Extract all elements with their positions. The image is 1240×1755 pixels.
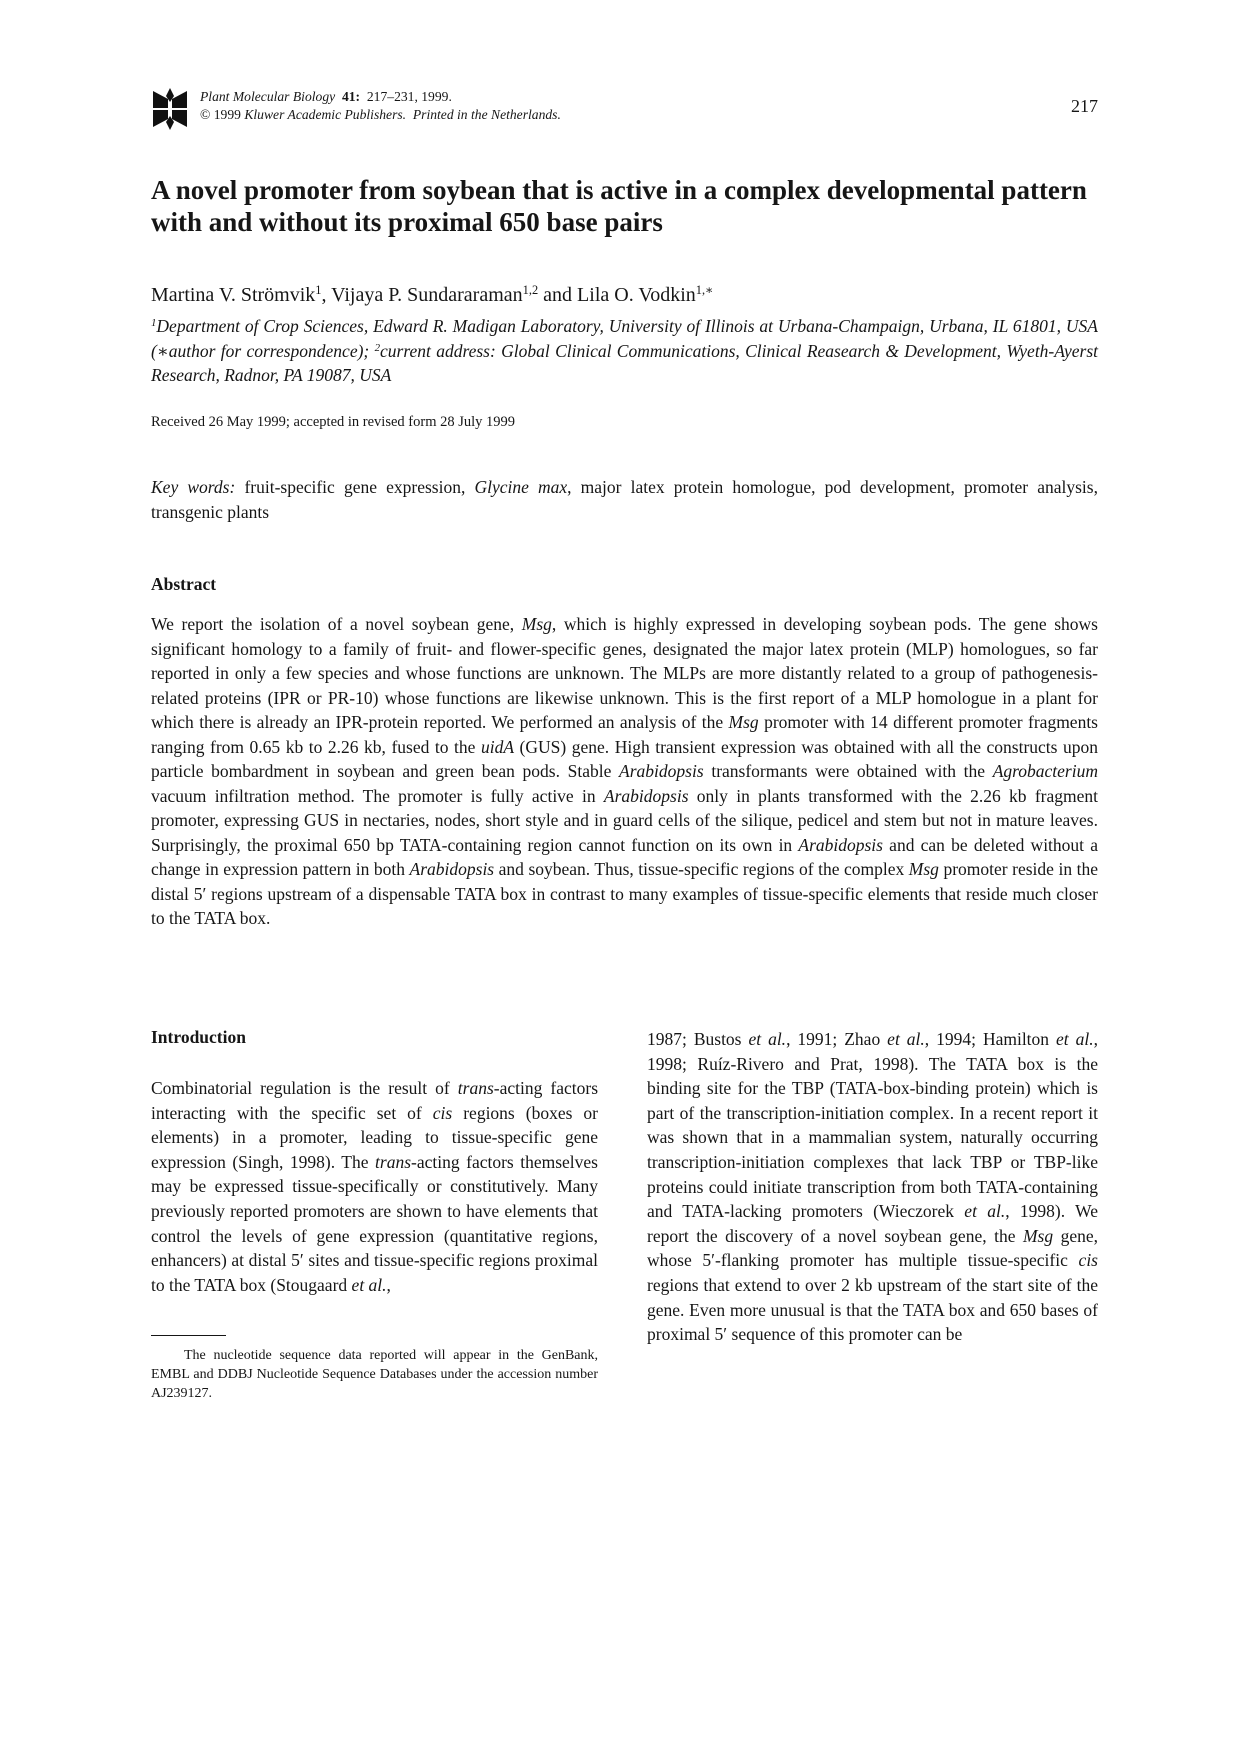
affiliation-text-1: Department of Crop Sciences, Edward R. Madigan Laboratory, University of Illinois at Urbana-Champaign, Urbana, IL 61801, USA (∗author for correspondence); — [151, 316, 1098, 361]
abstract-text: transformants were obtained with the — [703, 761, 993, 781]
introduction-heading: Introduction — [151, 1027, 246, 1047]
keywords — [151, 475, 1098, 524]
footnote-rule — [151, 1335, 226, 1336]
printed-note: Printed in the Netherlands. — [412, 107, 561, 122]
author-separator: and — [538, 284, 578, 306]
introduction-left-column — [151, 1076, 598, 1297]
author-name: Lila O. Vodkin — [577, 284, 696, 306]
abstract-text: vacuum infiltration method. The promoter is fully active in — [151, 785, 604, 806]
abstract-text: promoter with 14 different promoter fragments ranging from 0.65 kb to 2.26 kb, fused to the — [151, 712, 1098, 757]
intro-left-text: -acting factors themselves may be expressed tissue-specifically or constitutively. Many previously reported promoters are shown to have elements that control the levels of gene expression (quantitative regions, enhancers) at distal 5′ sites and tissue-specific regions proximal to the TATA box (Stougaard — [151, 1151, 598, 1295]
journal-citation — [200, 88, 561, 124]
introduction-right-column — [647, 1027, 1098, 1347]
abstract-text: We report the isolation of a novel soybean gene, — [151, 614, 522, 634]
intro-left-italic-term: et al. — [351, 1274, 387, 1295]
running-header — [151, 86, 1098, 132]
abstract-italic-term: Agrobacterium — [992, 761, 1098, 781]
affiliation-marker-1: 1 — [151, 317, 157, 330]
keywords-label: Key words: — [151, 477, 236, 497]
intro-right-italic-term: et al. — [1056, 1029, 1094, 1049]
article-title: A novel promoter from soybean that is active in a complex developmental pattern with and without its proximal 650 base pairs — [151, 175, 1087, 237]
affiliation-text-2: current address: Global Clinical Communications, Clinical Reasearch & Development, Wyeth-Ayerst Research, Radnor, PA 19087, USA — [151, 340, 1099, 385]
abstract-italic-term: Arabidopsis — [603, 785, 689, 806]
received-dates: Received 26 May 1999; accepted in revised form 28 July 1999 — [151, 414, 516, 430]
keywords-text-1: fruit-specific gene expression, — [235, 477, 475, 497]
journal-pages-year: 217–231, 1999. — [366, 89, 452, 104]
author-affiliation-marker: 1,2 — [522, 283, 539, 298]
abstract-text: only in plants transformed with the 2.26 kb fragment promoter, expressing GUS in nectaries, nodes, short style and in guard cells of the silique, pedicel and stem but not in mature leaves. Surprisingly, the proximal 650 bp TATA-containing region cannot function on its own in — [151, 785, 1099, 855]
abstract-italic-term: Arabidopsis — [409, 859, 495, 879]
copyright-symbol: © — [200, 107, 211, 122]
abstract-heading: Abstract — [151, 574, 217, 594]
publisher-logo-icon — [151, 88, 189, 130]
keywords-text-2: , major latex protein homologue, pod development, promoter analysis, transgenic plants — [151, 477, 1098, 522]
publisher-name: Kluwer Academic Publishers. — [244, 107, 407, 122]
intro-right-italic-term: cis — [1078, 1250, 1098, 1271]
author-list — [151, 283, 713, 307]
journal-volume: 41: — [341, 89, 361, 104]
abstract-italic-term: Msg — [728, 712, 759, 732]
abstract-text: promoter reside in the distal 5′ regions upstream of a dispensable TATA box in contrast to many examples of tissue-specific elements that reside much closer to the TATA box. — [151, 859, 1098, 928]
page-number: 217 — [1071, 96, 1098, 116]
intro-right-italic-term: et al. — [887, 1029, 925, 1049]
abstract-body — [151, 612, 1098, 931]
abstract-text: , which is highly expressed in developing soybean pods. The gene shows significant homology to a family of fruit- and flower-specific genes, designated the major latex protein (MLP) homologues, so far reported in only a few species and whose functions are unknown. The MLPs are more distantly related to a group of pathogenesis-related proteins (IPR or PR-10) whose functions are likewise unknown. This is the first report of a MLP homologue in a plant for which there is already an IPR-protein reported. We performed an analysis of the — [151, 614, 1098, 732]
intro-right-text: , 1998). We report the discovery of a novel soybean gene, the — [647, 1201, 1098, 1246]
intro-right-italic-term: et al. — [748, 1029, 787, 1049]
author-affiliation-marker: 1,∗ — [695, 283, 714, 298]
abstract-italic-term: Msg — [521, 614, 552, 634]
author-name: Martina V. Strömvik — [151, 284, 316, 306]
intro-right-text: 1987; Bustos — [647, 1029, 749, 1049]
intro-right-text: gene, whose 5′-flanking promoter has multiple tissue-specific — [647, 1225, 1098, 1271]
abstract-text: and can be deleted without a change in expression pattern in both — [151, 834, 1098, 879]
abstract-text: and soybean. Thus, tissue-specific regions of the complex — [494, 859, 909, 879]
intro-left-italic-term: trans — [375, 1151, 412, 1172]
abstract-italic-term: Arabidopsis — [798, 834, 883, 855]
copyright-year: 1999 — [213, 107, 241, 122]
footnote: The nucleotide sequence data reported will appear in the GenBank, EMBL and DDBJ Nucleotide Sequence Databases under the accession number AJ239127. — [151, 1348, 598, 1401]
affiliation-marker-2: 2 — [374, 341, 380, 354]
keywords-italic-term: Glycine max — [474, 477, 568, 497]
abstract-italic-term: Msg — [908, 859, 939, 879]
intro-right-italic-term: et al. — [964, 1201, 1006, 1222]
intro-left-italic-term: trans — [457, 1078, 494, 1098]
intro-right-text: , 1994; Hamilton — [924, 1029, 1057, 1049]
affiliation — [151, 314, 1098, 388]
abstract-text: (GUS) gene. High transient expression was obtained with all the constructs upon particle bombardment in soybean and green bean pods. Stable — [151, 736, 1099, 781]
intro-left-text: , — [386, 1274, 391, 1295]
intro-left-italic-term: cis — [432, 1102, 453, 1123]
author-separator: , — [321, 284, 332, 306]
intro-left-text: -acting factors interacting with the specific set of — [151, 1078, 599, 1123]
author-name: Vijaya P. Sundararaman — [331, 284, 523, 306]
intro-right-text: , 1991; Zhao — [786, 1029, 888, 1049]
abstract-italic-term: Arabidopsis — [619, 761, 704, 781]
journal-name: Plant Molecular Biology — [200, 89, 336, 104]
intro-right-text: , 1998; Ruíz-Rivero and Prat, 1998). The TATA box is the binding site for the TBP (TATA-box-binding protein) which is part of the transcription-initiation complex. In a recent report it was shown that in a mammalian system, naturally occurring transcription-initiation complexes that lack TBP or TBP-like proteins could initiate transcription from both TATA-containing and TATA-lacking promoters (Wieczorek — [647, 1029, 1098, 1222]
abstract-italic-term: uidA — [480, 736, 515, 757]
author-affiliation-marker: 1 — [315, 283, 322, 298]
intro-right-italic-term: Msg — [1022, 1225, 1054, 1246]
intro-right-text: regions that extend to over 2 kb upstream of the start site of the gene. Even more unusual is that the TATA box and 650 bases of proximal 5′ sequence of this promoter can be — [647, 1274, 1098, 1345]
intro-left-text: regions (boxes or elements) in a promoter, leading to tissue-specific gene expression (Singh, 1998). The — [151, 1102, 598, 1172]
intro-left-text: Combinatorial regulation is the result of — [151, 1078, 458, 1098]
